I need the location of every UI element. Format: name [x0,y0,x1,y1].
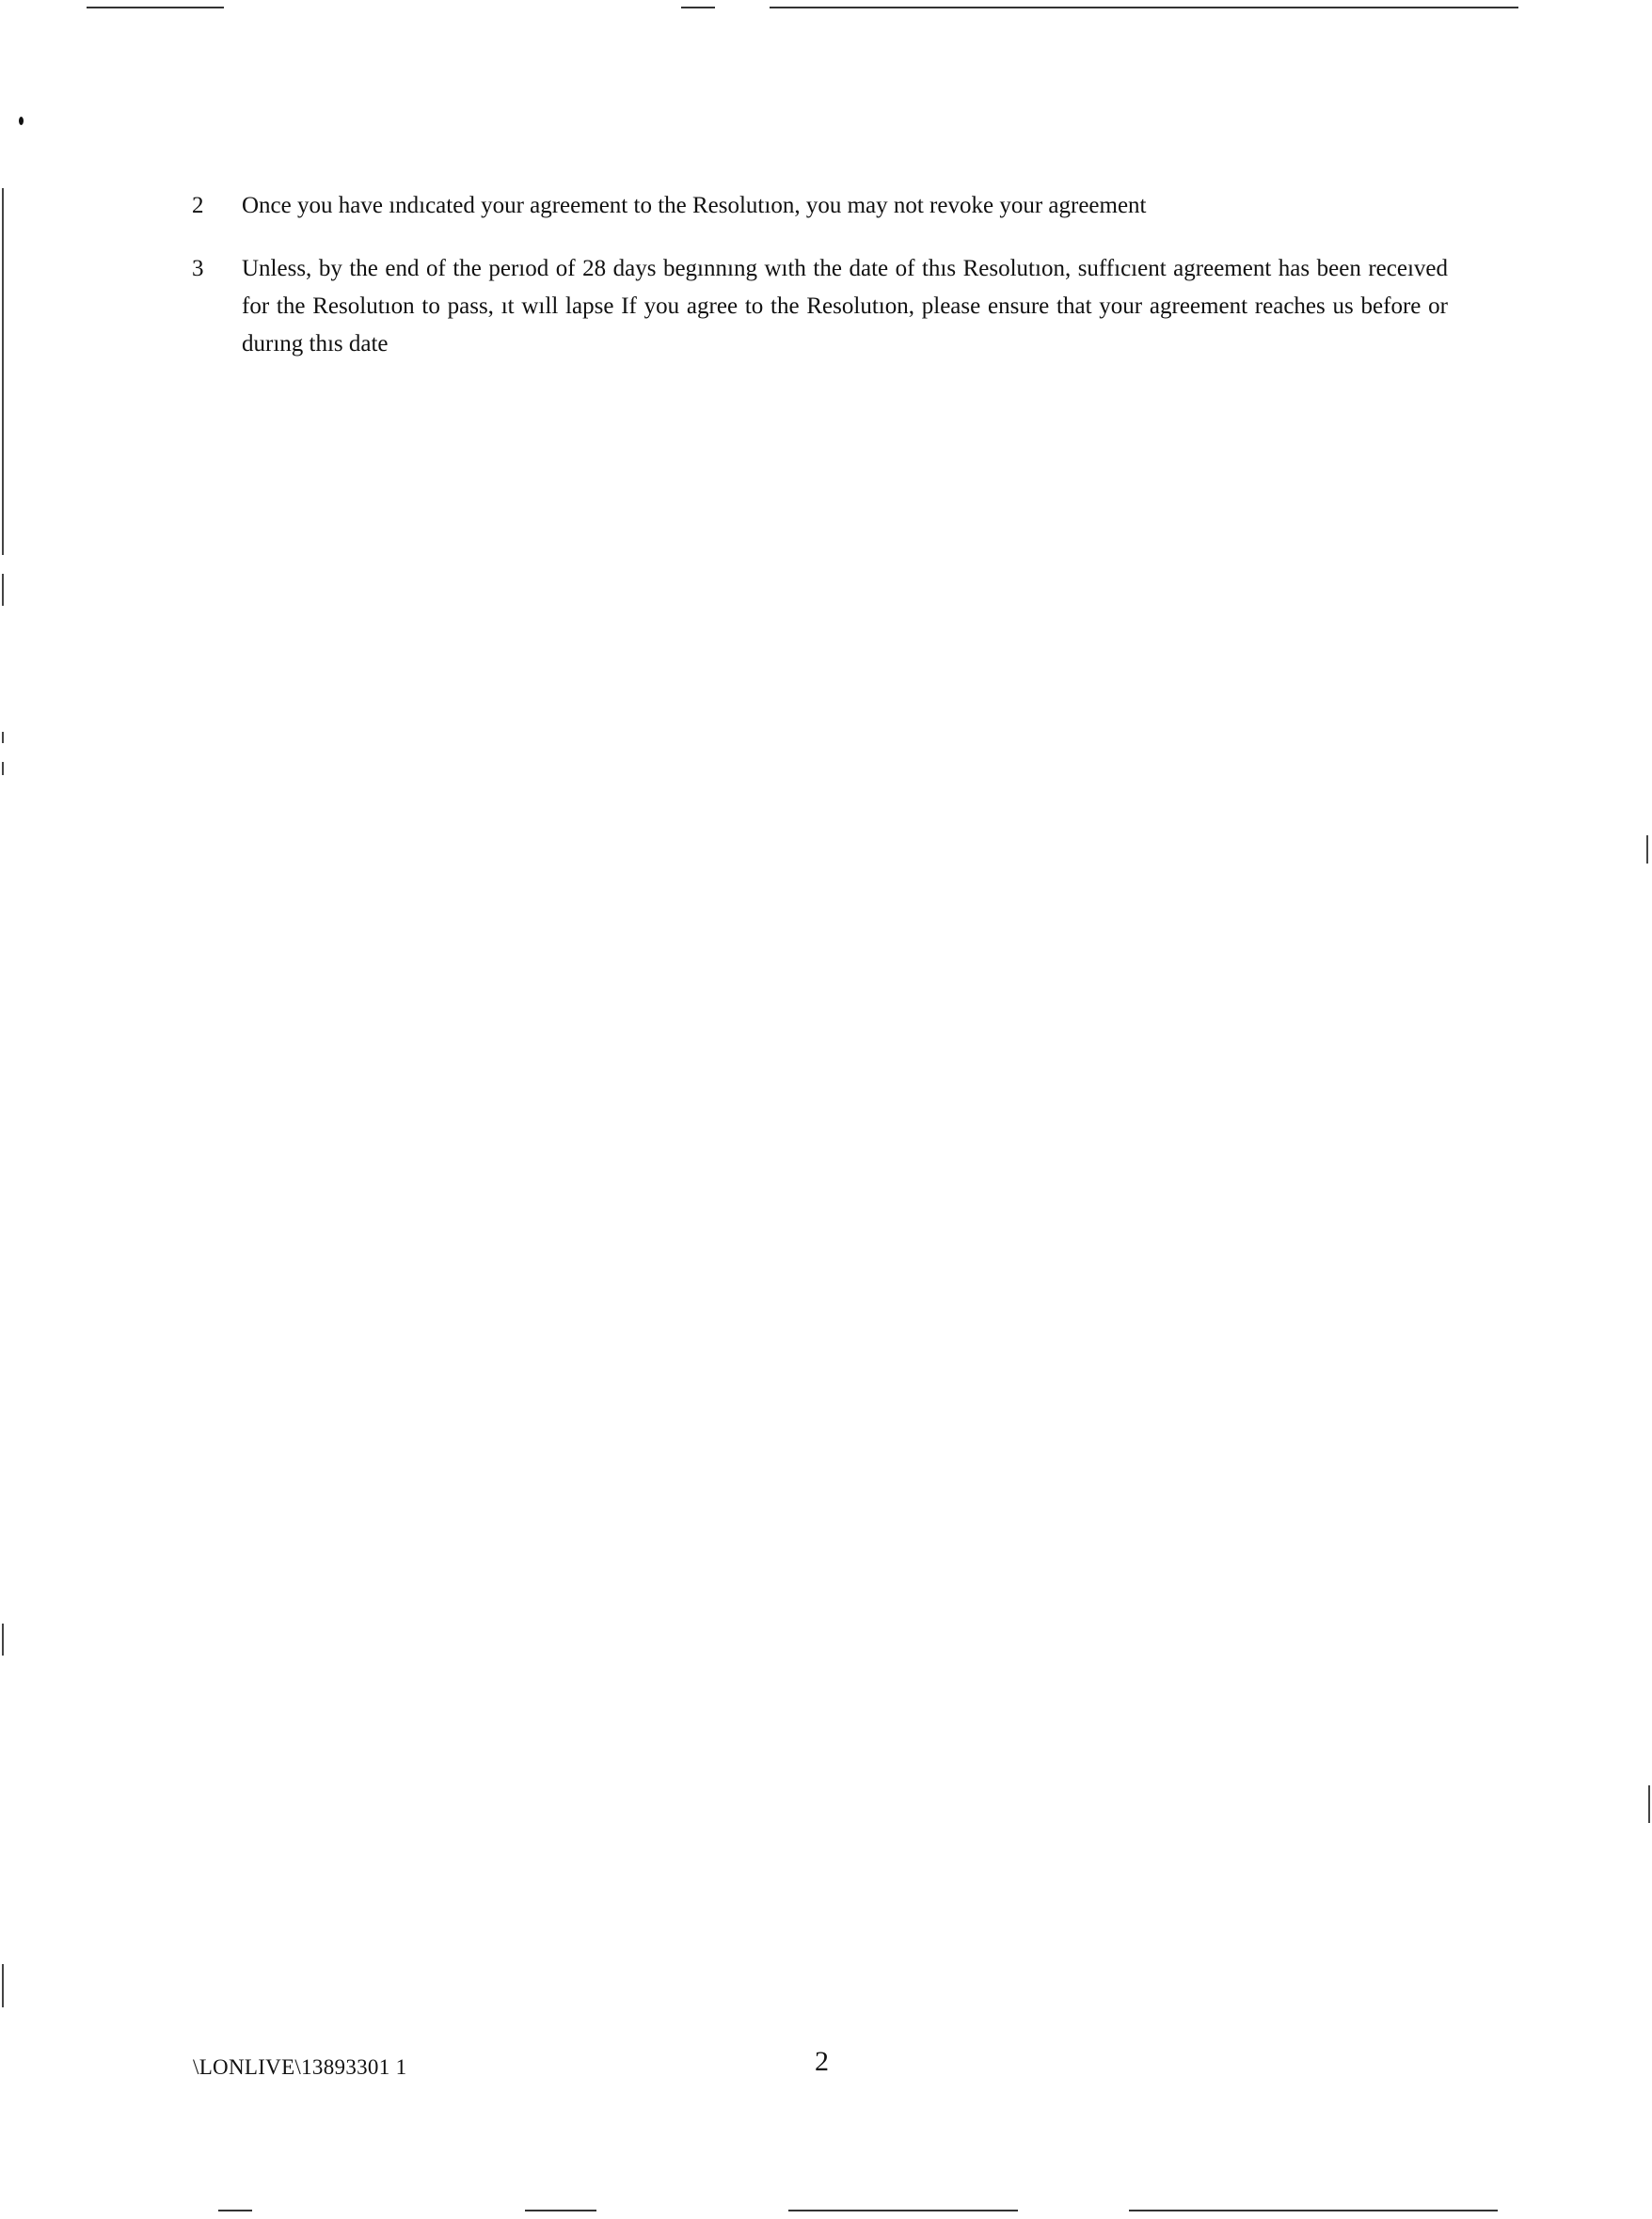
scan-speck-dot [19,117,24,125]
scan-margin-tick-right-2 [1648,1785,1650,1823]
scan-line-bottom-1 [218,2210,252,2211]
scan-line-bottom-2 [525,2210,596,2211]
scan-line-top-1 [87,7,224,8]
page-number: 2 [815,2046,829,2077]
scan-line-top-3 [770,7,1518,8]
scan-margin-tick-right-1 [1646,835,1648,864]
scan-margin-tick-left-1 [2,574,4,606]
paragraph-text: Once you have ındıcated your agreement to the Resolutıon, you may not revoke your agreement [242,193,1147,218]
paragraph-number: 3 [192,256,204,281]
scan-margin-line-left [2,188,4,555]
scan-margin-tick-left-3 [2,762,4,775]
scan-margin-tick-left-2 [2,732,4,743]
paragraph-number: 2 [192,193,204,218]
scan-line-top-2 [681,7,715,8]
scan-line-bottom-4 [1129,2210,1498,2211]
paragraph-text: Unless, by the end of the perıod of 28 days begınnıng wıth the date of thıs Resolutıon, suffıcıent agreement has been receıved for the Resolutıon to pass, ıt wıll lapse If you agree to the Resolutıon, please ensure that your agreement reaches us before or durıng thıs date [242,256,1448,357]
scan-margin-tick-left-5 [2,1964,4,2007]
paragraph-2 [192,187,1448,225]
scan-margin-tick-left-4 [2,1624,4,1656]
paragraph-3 [192,250,1448,363]
document-reference: \LONLIVE\13893301 1 [193,2055,407,2079]
scan-line-bottom-3 [788,2210,1018,2211]
